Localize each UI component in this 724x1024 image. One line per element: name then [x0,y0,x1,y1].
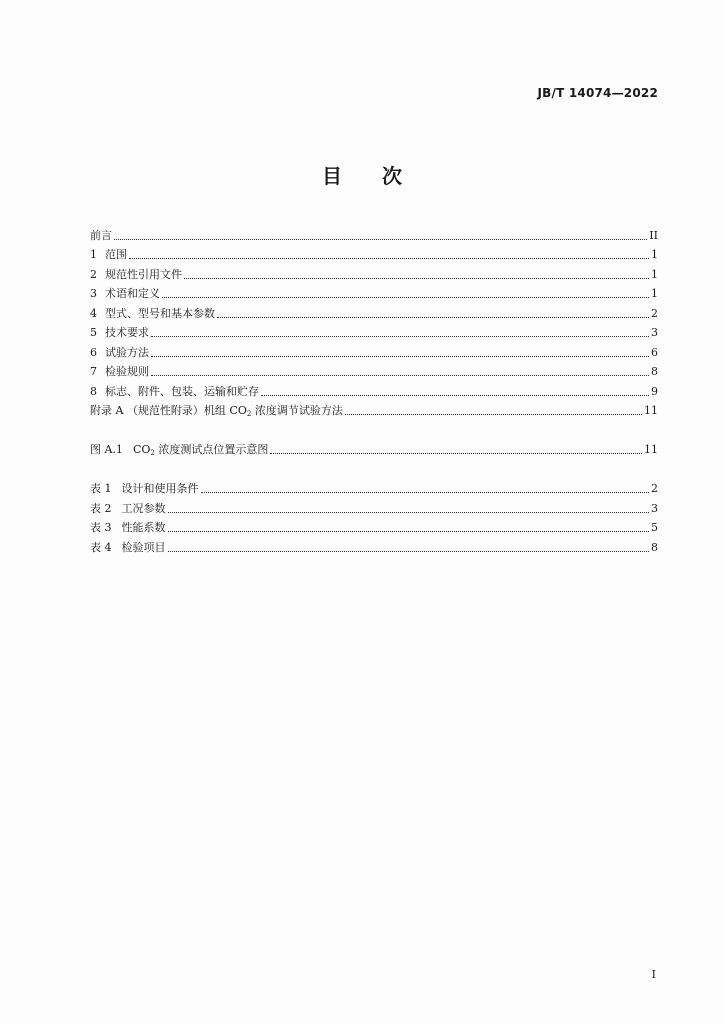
toc-entry-label: 技术要求 [105,326,149,339]
toc-entry-page: 8 [651,365,658,378]
toc-entry-label: 附录 A （规范性附录）机组 $CO_2$ 浓度调节试验方法 [90,404,343,418]
toc-entry-table-3[interactable] [90,516,658,536]
toc-entry-label: 前言 [90,228,112,242]
toc-entry-label: 检验项目 [121,540,166,554]
toc-entry-label: 性能系数 [121,521,166,534]
toc-entry-label: 检验规则 [105,365,149,378]
toc-entry-number: 6 [90,345,97,359]
toc-entry-marking[interactable] [90,379,658,399]
toc-entry-page: 6 [651,345,658,359]
dot-leader [151,356,649,357]
toc-entry-page: 2 [651,482,658,495]
toc-entry-normative-references[interactable] [90,262,658,282]
toc-entry-page: 5 [651,521,658,534]
toc-entry-page: 2 [651,306,658,320]
dot-leader [151,336,649,337]
table-of-contents [90,223,658,555]
toc-entry-test-methods[interactable] [90,340,658,360]
toc-figures [90,437,658,457]
toc-entry-page: 1 [651,267,658,281]
toc-entry-table-1[interactable] [90,477,658,497]
toc-entry-table-4[interactable] [90,535,658,555]
toc-entry-terms[interactable] [90,282,658,302]
toc-entry-number: 5 [90,326,97,339]
toc-entry-number: 表 4 [90,540,112,554]
toc-entry-label: 试验方法 [105,345,149,359]
dot-leader [168,531,650,532]
toc-entry-label: 型式、型号和基本参数 [105,306,215,320]
toc-entry-number: 图 A.1 [90,442,123,456]
dot-leader [162,297,649,298]
toc-entry-label: 设计和使用条件 [121,482,199,495]
toc-entry-requirements[interactable] [90,321,658,341]
dot-leader [151,375,649,376]
title-char-1: 目 [322,164,342,188]
toc-entry-number: 表 1 [90,482,112,495]
toc-entry-page: 3 [651,326,658,339]
dot-leader [270,453,642,454]
toc-entry-number: 8 [90,384,97,398]
toc-entry-label: 术语和定义 [105,287,160,300]
toc-entry-label: 范围 [105,248,127,261]
standard-code: JB/T 14074—2022 [537,86,658,100]
toc-entry-page: 8 [651,540,658,554]
toc-entry-number: 2 [90,267,97,281]
toc-entry-label: 工况参数 [121,501,166,515]
dot-leader [168,551,650,552]
dot-leader [114,239,647,240]
dot-leader [345,414,642,415]
toc-entry-types[interactable] [90,301,658,321]
toc-entry-page: 1 [651,248,658,261]
dot-leader [129,258,649,259]
toc-entry-figure-a1[interactable] [90,437,658,457]
toc-entry-page: 11 [644,442,658,456]
toc-entry-number: 3 [90,287,97,300]
dot-leader [168,512,650,513]
toc-entry-page: II [649,228,658,242]
page-number: I [651,968,656,981]
toc-entry-inspection[interactable] [90,360,658,380]
page-title [0,160,724,189]
toc-entry-page: 3 [651,501,658,515]
title-char-2: 次 [382,164,402,188]
toc-entry-annex-a[interactable] [90,399,658,419]
toc-entry-label: 规范性引用文件 [105,267,182,281]
toc-entry-number: 7 [90,365,97,378]
toc-entry-page: 11 [644,404,658,417]
toc-tables [90,477,658,555]
toc-entry-number: 表 2 [90,501,112,515]
toc-entry-page: 9 [651,384,658,398]
dot-leader [261,395,649,396]
toc-entry-number: 4 [90,306,97,320]
dot-leader [201,492,650,493]
toc-entry-foreword[interactable] [90,223,658,243]
dot-leader [184,278,649,279]
toc-entry-label: 标志、附件、包装、运输和贮存 [105,384,259,398]
toc-chapters [90,223,658,418]
toc-entry-scope[interactable] [90,243,658,263]
toc-entry-number: 1 [90,248,97,261]
toc-entry-label: $CO_2$ 浓度测试点位置示意图 [132,442,269,457]
toc-entry-page: 1 [651,287,658,300]
toc-entry-table-2[interactable] [90,496,658,516]
toc-entry-number: 表 3 [90,521,112,534]
dot-leader [217,317,649,318]
